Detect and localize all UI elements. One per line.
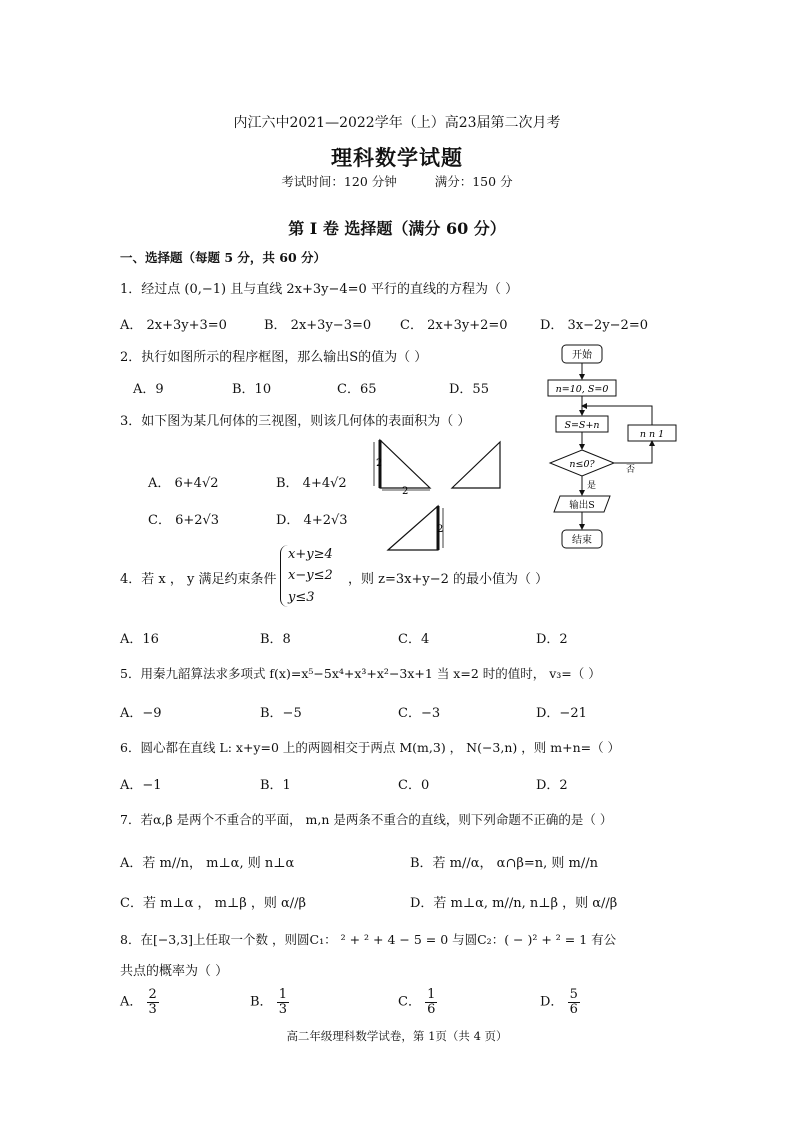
q8-option-b-fraction — [277, 988, 289, 1016]
exam-time: 考试时间：120 分钟 — [281, 174, 397, 189]
q4-constraint-2: x−y≤2 — [288, 568, 333, 583]
q7-stem: 7．若α,β 是两个不重合的平面， m,n 是两条不重合的直线，则下列命题不正确的是（ ） — [120, 812, 613, 827]
q4-option-c: C．4 — [398, 632, 430, 647]
q8-option-a — [120, 988, 159, 1016]
front-view — [380, 440, 430, 488]
flowchart-figure — [544, 342, 680, 552]
q1-option-c: C． 2x+3y+2=0 — [400, 318, 508, 333]
q8-option-d-label: D． — [540, 994, 564, 1010]
q8-option-b-num: 1 — [278, 987, 287, 1002]
three-views-figure — [372, 436, 522, 556]
q5-stem: 5．用秦九韶算法求多项式 f(x)=x⁵−5x⁴+x³+x²−3x+1 当 x=2 时的值时， v₃=（ ） — [120, 666, 601, 681]
flow-cond-label: n≤0? — [569, 459, 595, 470]
q8-option-c-num: 1 — [427, 987, 436, 1002]
exam-meta — [0, 172, 794, 190]
q5-option-d: D．−21 — [536, 706, 587, 721]
q8-line-2: 共点的概率为（ ） — [120, 964, 229, 979]
flow-end-label: 结束 — [572, 535, 592, 546]
q2-option-b: B．10 — [232, 382, 272, 397]
q4-option-a: A．16 — [120, 632, 159, 647]
q8-option-d-den: 6 — [569, 1001, 578, 1017]
q3-option-b: B． 4+4√2 — [276, 476, 347, 491]
q8-line-1: 8．在[−3,3]上任取一个数 ，则圆C₁： ² + ² + 4 − 5 = 0 与圆C₂：( − )² + ² = 1 有公 — [120, 932, 617, 947]
flow-start-label: 开始 — [572, 350, 592, 361]
q7-option-b: B．若 m//α， α∩β=n, 则 m//n — [410, 856, 598, 871]
q4-constraint-1: x+y≥4 — [288, 547, 333, 562]
exam-title: 理科数学试题 — [331, 145, 463, 170]
q6-stem: 6．圆心都在直线 L: x+y=0 上的两圆相交于两点 M(m,3) ， N(−3,n) ，则 m+n=（ ） — [120, 740, 621, 755]
q8-option-c-den: 6 — [427, 1001, 436, 1017]
q8-option-d-num: 5 — [569, 987, 578, 1002]
q3-stem: 3．如下图为某几何体的三视图，则该几何体的表面积为（ ） — [120, 414, 471, 429]
top-view — [388, 506, 438, 550]
q4-stem — [120, 568, 276, 587]
q8-option-a-den: 3 — [148, 1001, 157, 1017]
q4-suffix: ，则 z=3x+y−2 的最小值为（ ） — [348, 572, 549, 587]
side-view — [452, 442, 500, 488]
q8-option-a-num: 2 — [148, 987, 157, 1002]
q8-option-d-fraction — [568, 988, 580, 1016]
q2-option-d: D．55 — [449, 382, 489, 397]
q8-option-c — [398, 988, 437, 1016]
q1-option-a: A． 2x+3y+3=0 — [120, 318, 227, 333]
q6-option-d: D．2 — [536, 778, 568, 793]
exam-school-line: 内江六中2021—2022学年（上）高23届第二次月考 — [233, 115, 561, 131]
flow-no-label: 否 — [626, 465, 636, 475]
q3-option-d: D． 4+2√3 — [276, 513, 348, 528]
q1-option-b: B． 2x+3y−3=0 — [264, 318, 372, 333]
q5-option-a: A．−9 — [120, 706, 162, 721]
exam-full-score: 满分：150 分 — [434, 174, 513, 189]
flow-init-label: n=10, S=0 — [555, 384, 609, 395]
flow-update-label: n n 1 — [639, 429, 665, 440]
flow-assign-label: S=S+n — [564, 420, 600, 431]
q1-stem: 1．经过点 (0,−1) 且与直线 2x+3y−4=0 平行的直线的方程为（ ） — [120, 282, 519, 297]
part-title: 第 I 卷 选择题（满分 60 分） — [288, 219, 506, 238]
flow-output-label: 输出S — [569, 500, 595, 511]
q8-option-c-fraction — [425, 988, 437, 1016]
dim-label-2: 2 — [402, 486, 409, 497]
q3-option-a: A． 6+4√2 — [148, 476, 219, 491]
q8-option-a-label: A． — [120, 994, 143, 1010]
flow-yes-label: 是 — [587, 481, 597, 491]
q4-prefix: 4．若 x ， y 满足约束条件 — [120, 572, 277, 587]
q4-option-b: B．8 — [260, 632, 291, 647]
q1-option-d: D． 3x−2y−2=0 — [540, 318, 648, 333]
q7-option-d: D．若 m⊥α, m//n, n⊥β ，则 α//β — [410, 896, 618, 911]
q7-option-a: A．若 m//n， m⊥α, 则 n⊥α — [120, 856, 295, 871]
q6-option-a: A．−1 — [120, 778, 162, 793]
q4-constraint-3: y≤3 — [288, 590, 315, 605]
q8-option-d — [540, 988, 580, 1016]
q6-option-b: B．1 — [260, 778, 291, 793]
q2-stem: 2．执行如图所示的程序框图，那么输出S的值为（ ） — [120, 350, 428, 365]
q2-option-c: C．65 — [337, 382, 377, 397]
q5-option-b: B．−5 — [260, 706, 302, 721]
q8-option-b-den: 3 — [278, 1001, 287, 1017]
q8-option-b — [250, 988, 289, 1016]
page-footer: 高二年级理科数学试卷，第 1页（共 4 页） — [286, 1029, 508, 1043]
q3-option-c: C． 6+2√3 — [148, 513, 220, 528]
dim-label-3: 2 — [437, 524, 444, 535]
dim-label-1: 2 — [376, 458, 383, 469]
q8-option-c-label: C． — [398, 994, 421, 1010]
q7-option-c: C．若 m⊥α ， m⊥β ，则 α//β — [120, 896, 307, 911]
q8-option-b-label: B． — [250, 994, 273, 1010]
q8-option-a-fraction — [147, 988, 159, 1016]
flow-no-arrow — [614, 441, 652, 463]
q4-option-d: D．2 — [536, 632, 568, 647]
section-title: 一、选择题（每题 5 分，共 60 分） — [120, 250, 327, 265]
q5-option-c: C．−3 — [398, 706, 441, 721]
q6-option-c: C．0 — [398, 778, 430, 793]
q2-option-a: A．9 — [133, 382, 164, 397]
